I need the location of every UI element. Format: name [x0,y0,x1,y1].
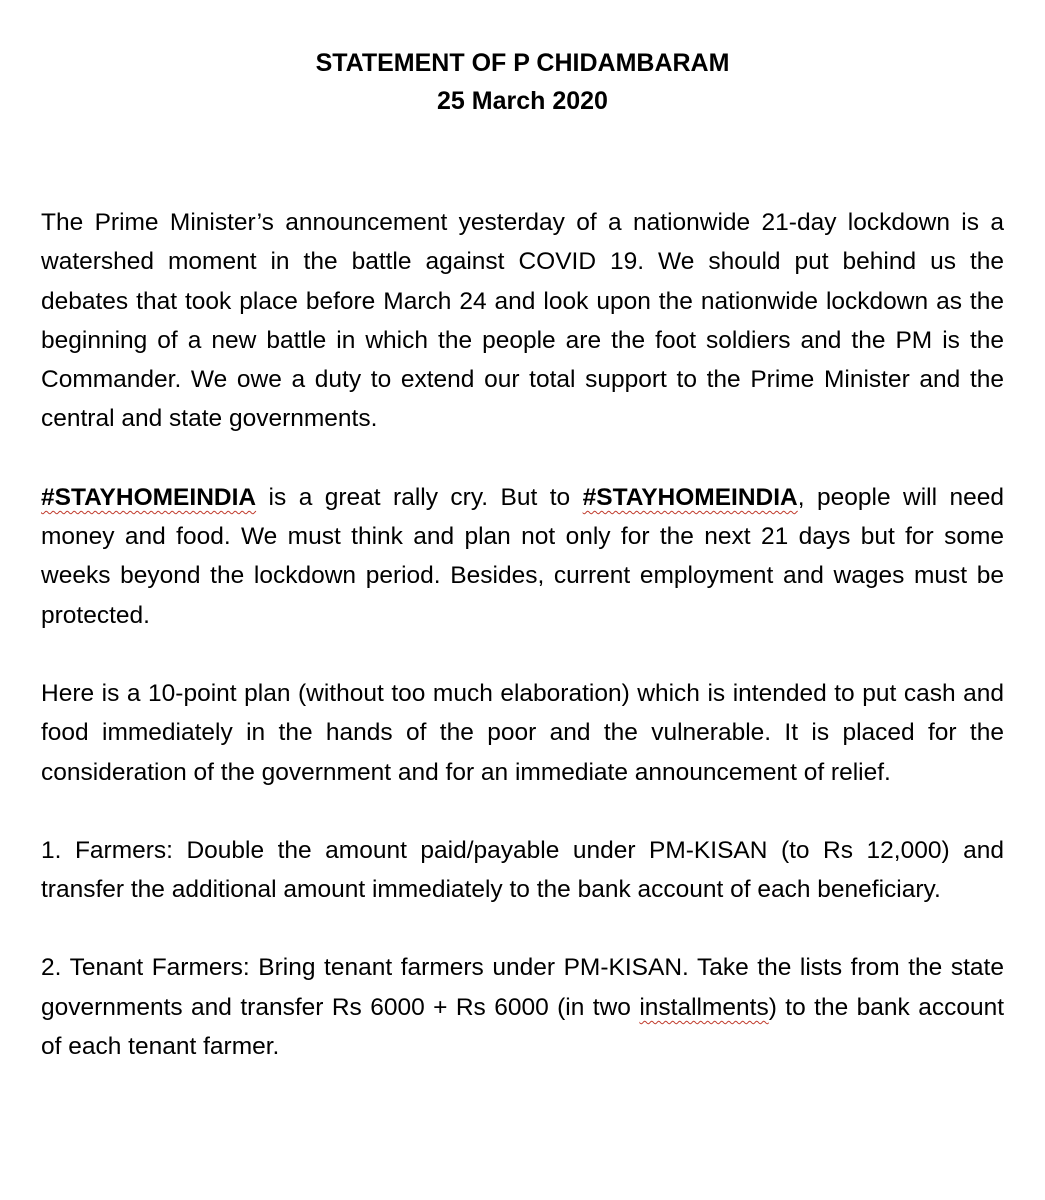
document-heading [41,0,1004,120]
paragraph-stayhome-text-2: , people will need money and food. We must think and plan not only for the next 21 days but for some weeks beyond the lockdown period. Besides, current employment and wages must be protected. [41,483,1004,629]
paragraph-stayhome-text-1: is a great rally cry. But to [256,483,583,511]
plan-point-tenant-farmers [41,948,1004,1066]
paragraph-stayhome [41,478,1004,635]
hashtag-stayhomeindia-2: #STAYHOMEINDIA [582,483,798,511]
document-date: 25 March 2020 [437,87,608,115]
spellcheck-word-installments: installments [639,993,769,1021]
hashtag-stayhomeindia: #STAYHOMEINDIA [41,483,257,511]
document-body [41,203,1004,1066]
plan-point-farmers: 1. Farmers: Double the amount paid/payable under PM-KISAN (to Rs 12,000) and transfer the additional amount immediately to the bank account of each beneficiary. [41,836,1004,904]
paragraph-lockdown: The Prime Minister’s announcement yesterday of a nationwide 21-day lockdown is a watershed moment in the battle against COVID 19. We should put behind us the debates that took place before March 24 and look upon the nationwide lockdown as the beginning of a new battle in which the people are the foot soldiers and the PM is the Commander. We owe a duty to extend our total support to the Prime Minister and the central and state governments. [41,209,1004,433]
plan-point-tenant-text-1: 2. Tenant Farmers: Bring tenant farmers under PM-KISAN. Take the lists from the state governments and transfer Rs 6000 + Rs 6000 (in two [41,954,1004,1021]
paragraph-plan: Here is a 10-point plan (without too much elaboration) which is intended to put cash and food immediately in the hands of the poor and the vulnerable. It is placed for the consideration of the government and for an immediate announcement of relief. [41,679,1004,786]
document-title: STATEMENT OF P CHIDAMBARAM [315,49,730,77]
plan-point-tenant-text-2: ) to the bank account of each tenant farmer. [41,993,1004,1061]
